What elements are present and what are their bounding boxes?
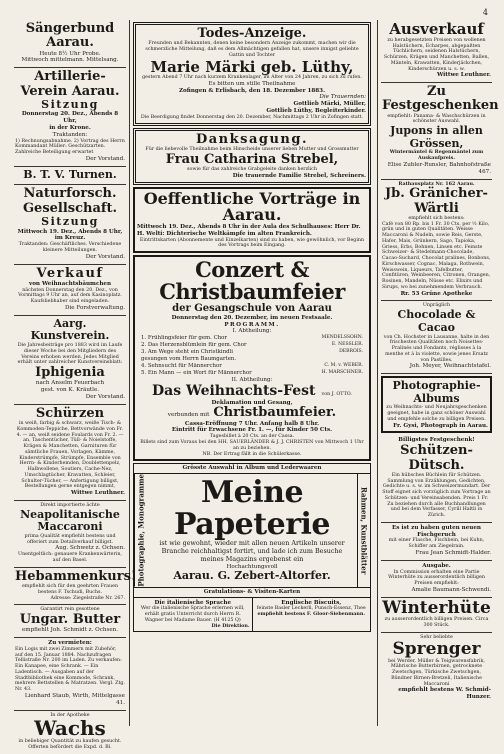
- ad-text: Ein hübsches Büchlein für Schützen. Sammlung von Erzählungen, Gedichten, Gedichte u. s. w. im Schweizermundart. Der Stoff eignet sich vorzüglich zum Vortrage an Schützen- und Vereinsabenden. Preis 1 Fr. Zu beziehen durch alle Buchhandlungen und bei dem Verfasser, Cyrill Haltli in Zürich.: [382, 472, 491, 519]
- ad-title: Chocolade & Cacao: [397, 308, 476, 334]
- ad-text: NB. Der Ertrag fällt in die Schülerkasse.: [202, 451, 302, 457]
- ad-text: Mittwoch mittelmann. Mittelsang.: [21, 57, 119, 64]
- newspaper-page: [14, 8, 499, 751]
- ad-title: Sängerbund Aarau.: [25, 21, 115, 51]
- ad-danksagung: [133, 128, 371, 185]
- ad-place: im Kreuz.: [54, 235, 86, 242]
- ad-text: Heute 8½ Uhr Probe.: [39, 50, 101, 57]
- ad-signature: Die trauernde Familie Strebel, Schreiners.: [232, 172, 366, 179]
- ad-title: Todes-Anzeige.: [197, 26, 307, 41]
- ad-text: Wintermäntel & Regenmäntel zum Auskaufpreis.: [389, 149, 484, 162]
- ad-title: Winterhüte: [382, 597, 491, 618]
- ad-title: Neapolitanische Maccaroni: [20, 507, 120, 534]
- ad-text: empfiehlt sich bestens:: [408, 215, 465, 221]
- ad-text: in weiß, farbig & schwarz, weiße Tisch- & Kommoden-Teppiche, Bettvorwände von Fr. 4. — an, weiß seidene Foulards von Fr. 2. — an, Taschentücher, Tüll- & Noielstoffe, Krägen & Manchetten, Garnituren für sämtliche Frauen, Vorlagen, Kämme, Kinderstrümpfe, Strümpfe, Ensemble von Herrn- & Kinderhemden, Doublettenpelz, Halbwollene, Soutiers, Cache-Nez, Umschlagtücher, Kravatten, Schleier, Schulter-Tücher, — Anfertigung billigst, Bestellungen gerne entgegen nimmt,: [16, 421, 124, 490]
- ad-biscuits: [253, 598, 371, 632]
- ad-title: Die italienische Sprache: [154, 599, 231, 606]
- ad-vortraege: [133, 187, 371, 254]
- ad-signature: Amalie Baumann-Schwendi.: [411, 586, 491, 593]
- ad-text: zu Weihnachts- und Neujahrsgeschenken geeignet, habe in ganz schöner Auswahl und empfehle solche zu billigen Preisen.: [386, 405, 487, 422]
- ad-papeterie: [133, 463, 371, 632]
- ad-subtitle: Unpräglich: [422, 303, 451, 309]
- vertical-label: Rahmen, Kunstblätter: [357, 474, 370, 587]
- program-item: [141, 335, 363, 342]
- ad-signature: Fr. Gysi, Photograph in Aarau.: [393, 422, 488, 429]
- ad-text: Es bitten um stille Theilnahme: [208, 80, 296, 87]
- ad-title: Schützen-Dütsch.: [400, 443, 473, 473]
- ad-date: Mittwoch 19. Dez., Abends 8 Uhr,: [17, 228, 123, 235]
- ad-signature: Rr. 53 Grüne Apotheke: [400, 290, 473, 297]
- ad-text: Mittwoch 19. Dez., Abends 8 Uhr in der Aula des Schulhauses: Herr Dr. H. Welti: Dichterische Weltkämpfe im alten Frankreich.: [137, 224, 361, 237]
- program-part: I. Abtheilung:: [232, 328, 272, 335]
- bottom-ads-row: [133, 598, 371, 633]
- ad-title: Ausgabe.: [422, 562, 451, 569]
- ad-logis: [14, 638, 126, 710]
- baum-row: [137, 406, 367, 420]
- ad-text: Freunden und Bekannten, denen keine besondern Anzeige zukommt, machen wir die schmerzliche Mitteilung, daß es dem Allmächtigen gefallen hat, unsere innigst geliebte Gattin und Tochter: [145, 41, 359, 58]
- ad-subtitle: Sitzung: [41, 97, 99, 111]
- ad-text: Adresse: Ziegelstraße Nr. 267.: [50, 595, 125, 601]
- ad-signature: Elise Zubler-Runsler, Bahnhofstraße 467.: [387, 161, 491, 175]
- ad-btv: [14, 167, 126, 186]
- ad-text: gestern Abend 7 Uhr nach kurzem Krankenlager, im Alter von 24 Jahren, zu sich zu rufen.: [142, 75, 362, 81]
- ad-signature: Der Vorstand.: [85, 155, 125, 162]
- ad-subtitle: Garantirt rein gesottene: [40, 607, 100, 613]
- vertical-label: Photographie, Monogramme: [134, 474, 147, 587]
- middle-column: [133, 20, 371, 726]
- ad-ausgabe: [381, 561, 492, 598]
- ad-text: in beliebiger Quantität zu kaufen gesucht. Offerten befördert die Expd. d. Bl.: [18, 739, 122, 751]
- ad-title: Aarg. Kunstverein.: [30, 316, 110, 343]
- ad-title: Danksagung.: [195, 131, 308, 147]
- ad-text: Billets sind zum Voraus bei den HH. SAUERLÄNDER & J. J. CHRISTEN von Mittwoch 1 Uhr an zu beziehen.: [140, 440, 364, 451]
- deceased-name: Frau Catharina Strebel,: [165, 151, 339, 167]
- program-item-title: 4. Sehnsucht für Männerchor: [141, 363, 222, 370]
- ad-signature: Joh. Meyer, Weihnachtstafel.: [409, 363, 491, 370]
- ad-signature: Aarau. G. Zebert-Altorfer.: [173, 569, 331, 583]
- ad-text: von Ch. Hochster in Lausanne, halte in den frischesten Qualitäten noch Noisettes-Pralinés und Fondants, réglisses à la menthe et à la violette, sowie jenes Ersatz von Pastilles.: [383, 334, 490, 363]
- ad-signature: Wittwe Leuthner.: [436, 72, 491, 79]
- ad-text: Für die liebevolle Theilnahme beim Hinscheide unserer lieben Mutter und Grossmutter: [145, 146, 359, 152]
- ad-signature: empfiehlt bestens F. Gloor-Siebenmann.: [257, 611, 366, 618]
- program-item-composer: C. M. v. WEBER.: [324, 363, 363, 369]
- ad-text: zu herabgesetzten Preisen von wollenen Halstüchern, Echarpes, abgepaßten Tüchlichern, seidenen Halstüchern, Schürzen, Krägen und Manchetten, Ballen, Mänteln, Krawatten, Kinderjäckchen, Kinderschürzen u. s. w.: [383, 37, 490, 72]
- program-item: [141, 342, 363, 349]
- ad-text: Cassa-Eröffnung 7 Uhr. Anfang halb 8 Uhr.: [184, 420, 320, 427]
- program-heading: PROGRAMM.: [224, 321, 280, 328]
- ad-text: Ein Logis mit zwei Zimmern mit Zubehör, auf den 15. Januar 1884. Nachzufragen Tellistraße Nr. 200 im Laden. Zu verkaufen: Ein Kanapee, eine Schrank. — Ein Ladentisch. — Ausgaben auf der Stadtbibliothek eine Kommode, Schrank, mehrere Bettstellen & Matratzen. Vergl. Ztg. Nr. 43.: [15, 646, 125, 693]
- ad-text: sowie für das zahlreiche Grabgeleite danken herzlich: [187, 166, 317, 172]
- ad-text: empfiehlt: Panama- & Waschschürzen in schönster Auswahl.: [387, 113, 486, 125]
- ad-text: nach Anselm Feuerbach: [35, 380, 105, 387]
- left-column: [14, 20, 137, 751]
- ad-text: empfiehlt Joh. Schmidt z. Ochsen.: [21, 627, 119, 634]
- ad-todesanzeige: [133, 22, 371, 126]
- ad-title: Naturforsch. Gesellschaft.: [22, 186, 118, 216]
- ad-signature: Wittwe Leuthner.: [70, 490, 125, 497]
- ad-text: Traktanden:: [52, 131, 88, 138]
- ad-artillerie: [14, 68, 126, 167]
- ad-text: feinste Basler Leckerli, Punsch-Essenz, Thee: [256, 606, 366, 612]
- program-part: II. Abtheilung:: [231, 377, 273, 384]
- program-item: [141, 370, 363, 377]
- ad-text: Traktanden: Geschäftliches. Verschiedene kleinere Mitteilungen.: [18, 242, 122, 254]
- ad-text: prima Qualität empfiehlt bestens und offeriert zum Detailverkauf billigst.: [24, 533, 116, 545]
- ad-subtitle: Rathausplatz Nr. 162 Aarau.: [398, 180, 475, 187]
- ad-sprenger: [381, 633, 492, 704]
- program-item-title: 5. Ein Mann — ein Wort für Männerchor: [141, 370, 252, 377]
- ad-winterhuete: [381, 598, 492, 633]
- ad-text: Café von 80 Rp. bis 1 Fr. 30 Cts. per ½ Kilo, grün und in guten Qualitäten. Weisse Maccaroni & Nudeln, sowie Reis, Gerste, Hafer, Mais, Grünkern, Sago, Tapioka, Griess, Erbs, Bohnen, Linsen etc. Feinste Schweizer- & Stedelmann-Chocolade, Cacao-Suchard, Chocolat pralines, Bonbons, Kirschwasser, Cognac, Malaga, Rothwein, Weisswein, Liqueurs, Tafelbutter, Confitüren, Weinbeeren, Citronen, Orangen, Rosinen, Mandeln, Nüsse etc. Elixirs und Sirups, wo bei zunehmendem Verbrauch.: [382, 221, 491, 290]
- ad-text: Eintritt für Erwachsene Fr. 1. —, für Kinder 50 Cts.: [171, 427, 333, 434]
- ad-text: ist wie gewohnt, wieder mit allen neuen Artikeln unserer Branche reichhaltigst fortirt, und lade ich zum Besuche meines Magazins ergebenst ein: [159, 539, 345, 563]
- right-column: [377, 20, 499, 726]
- ad-text: nächsten Donnerstag den 20. Dez., von Vormittags 9 Uhr an, auf dem Kasinoplatz. Kaufsliebhaber sind eingeladen.: [18, 287, 122, 305]
- ad-schuetzen: [381, 435, 492, 522]
- ad-butter: [14, 605, 126, 638]
- ad-title: Es ist zu haben guten neuen Fischgeruch: [392, 524, 481, 538]
- ad-title: Englische Biscuits,: [281, 599, 342, 606]
- ad-naturforsch: [14, 185, 126, 264]
- ad-banner: Gratulations- & Visiten-Karten: [133, 588, 371, 598]
- papeterie-center: [147, 474, 357, 587]
- ad-title: Oeffentliche Vorträge in Aarau.: [143, 188, 361, 225]
- ad-signature: empfiehlt bestens W. Schmid-Hunzer.: [398, 687, 491, 701]
- program-item-title: gesungen vom Herrn Baumgarten.: [141, 356, 237, 363]
- ad-title: Meine Papeterie: [174, 475, 330, 542]
- program-list: [137, 335, 367, 377]
- page-number: 4: [482, 8, 488, 17]
- ad-text: Tagesbillet à 20 Cts. an der Cassa.: [209, 434, 295, 440]
- ad-konzert: [133, 255, 371, 461]
- ad-title: Zu vermieten:: [48, 640, 92, 647]
- fest-title: Das Weihnachts-Fest: [152, 383, 316, 400]
- ad-hebamme: [14, 568, 137, 606]
- mourner-name: Gottlieb Lüthy, Begleiterkinder.: [266, 108, 366, 115]
- ad-wachs: [14, 711, 126, 754]
- baum-title: Christbaumfeier.: [213, 405, 337, 421]
- ad-title: Artillerie-Verein Aarau.: [20, 69, 120, 99]
- ad-text: Hochachtungsvoll: [226, 563, 278, 570]
- ad-subtitle: Sehr beliebte: [420, 634, 453, 640]
- ad-title: Verkauf: [36, 265, 104, 281]
- ad-text: In Commission erhalten eine Partie Winterhüte zu ausserordentlich billigen Preisen empfiehlt:: [388, 569, 485, 587]
- ad-subtitle: Jupons in allen Grössen,: [390, 124, 483, 150]
- ad-title: Jb. Gränicher-Wärtli: [385, 186, 488, 216]
- ad-text: Die Trauernden:: [319, 94, 366, 101]
- ad-ausverkauf: [381, 20, 492, 83]
- ad-signature: Der Vorstand.: [85, 393, 125, 400]
- program-item-composer: DEBROIS.: [339, 349, 363, 355]
- ad-subtitle: In der Apotheke: [50, 712, 90, 718]
- ad-text: verbunden mit: [167, 412, 210, 419]
- ad-title: Schürzen: [35, 405, 105, 421]
- ad-signature: Frau Jean Schmidt-Halder.: [415, 549, 491, 556]
- ad-festgeschenke: [381, 83, 499, 180]
- ad-text: Eintrittskarten (Abonnemente und Einzelkarten) sind zu haben, wie gewöhnlich, vor Beginn des Vortrags beim Eingang.: [139, 237, 365, 249]
- ad-title: Conzert & Christbaumfeier: [159, 257, 345, 305]
- ad-signature: Der Vorstand.: [85, 253, 125, 260]
- ad-subtitle: Sitzung: [41, 215, 99, 228]
- ad-title: Ausverkauf: [389, 20, 484, 38]
- ad-title: Hebammenkurs!: [15, 568, 137, 584]
- ad-signature: Die Forstverwaltung.: [65, 304, 125, 311]
- ad-text: Deklamation und Gesang,: [211, 399, 293, 406]
- ad-title: B. T. V. Turnen.: [23, 167, 117, 181]
- mourner-name: Gottlieb Märki, Müller,: [293, 101, 366, 108]
- ad-neapel: [14, 501, 126, 568]
- fest-row: [137, 384, 367, 399]
- ad-saengerbund: [14, 20, 126, 68]
- ad-date: Donnerstag 20. Dez., Abends 8 Uhr,: [21, 111, 119, 125]
- deceased-name: Marie Märki geb. Lüthy,: [150, 57, 354, 76]
- ad-schuerzen: [14, 405, 126, 501]
- program-item: [141, 349, 363, 356]
- ad-subtitle: der Gesangschule von Aarau: [172, 303, 332, 315]
- program-item-composer: MENDELSSOHN.: [321, 335, 363, 341]
- ad-italien: [134, 598, 253, 632]
- program-item-title: 2. Das Herzensblümlein für gem. Chor: [141, 342, 247, 349]
- papeterie-box: [133, 473, 371, 588]
- program-item-composer: E. NESSLER.: [331, 342, 363, 348]
- ad-title: Wachs: [34, 716, 106, 741]
- ad-title: Zu Festgeschenken: [382, 84, 499, 114]
- ad-verkauf: [14, 265, 126, 316]
- ad-text: Wer die italienische Sprache erlernen will, erhält gratis Unterricht durch Herrn R. Wagner bei Madame Bauer. (H 4125 Q): [140, 606, 245, 623]
- ad-kunstverein: [14, 316, 126, 405]
- ad-signature: Lienhard Staub, Wirth, Mittelgasse 41.: [24, 692, 125, 706]
- ad-title: Ungar. Butter: [19, 612, 121, 628]
- ad-signature: Aug. Schwetz z. Ochsen.: [55, 545, 125, 552]
- ad-text: Unentgeltlich: genauere Krankenwärterin, auf den Basel.: [18, 552, 122, 563]
- ad-text: bei Werder, Müller & Teigwarensfabrik, Mährische Butterbirnen, getrocknete Zwetschgen, Türkische Zwetschgen, Bündner Birnen-Bretzeli, Italienische Maccaroni: [388, 658, 485, 687]
- ad-graenicher: [381, 180, 492, 302]
- ad-text: empfiehlt sich für den geehrten Frauen bestens F. Tschudi, Buchs.: [21, 584, 119, 595]
- ad-text: Die Jahresbeiträge pro 1883 wird im Laufe dieser Woche bei den Mitgliedern des Vereins erhoben werden. Jedes Mitglied erhält unter zahlreicher Kunstvereinsblatt:: [17, 343, 123, 366]
- ad-signature: Die Direktion.: [211, 622, 250, 629]
- ad-chocolat: [381, 301, 492, 374]
- ad-text: gest. von K. Kräutle.: [40, 387, 100, 394]
- ad-subtitle: von Weihnachtsbäumchen: [28, 280, 112, 287]
- ad-fisch: [381, 523, 492, 561]
- program-item-composer: H. MARSCHNER.: [321, 370, 363, 376]
- artwork-title: Iphigenia: [35, 365, 105, 381]
- ad-photo-albums: [381, 376, 492, 433]
- ad-subtitle: Direkt importierte ächte: [40, 502, 100, 508]
- ad-subtitle: Billigstes Festgeschenk!: [398, 437, 475, 444]
- fest-author: von J. OTTO.: [321, 392, 352, 398]
- ad-place: in der Krone.: [49, 125, 91, 132]
- ad-banner: Grösste Auswahl in Album und Lederwaaren: [133, 463, 371, 473]
- ad-text: 1) Rechnungsabnahme. 2) Vortrag des Herrn Kommandant Müller: Geschützarten. Zahlreiche Beteiligung erwartet: [15, 138, 125, 156]
- ad-text: mit einer Flasche, Fischbein, bei Kuhn, Schiffer am Ziegelrain.: [388, 538, 485, 550]
- ad-title: Sprenger: [392, 638, 481, 659]
- program-item-title: 1. Frühlingsfeier für gem. Chor: [141, 335, 228, 342]
- ad-title: Photographie-Albums: [392, 379, 481, 405]
- ad-date: Donnerstag den 20. Dezember, im neuen Festsaale.: [171, 314, 333, 321]
- ad-text: Zofingen & Erlisbach, den 18. Dezember 1883.: [178, 87, 326, 94]
- program-item-title: 3. Am Wege steht ein Christkindli: [141, 349, 233, 356]
- ad-text: Die Beerdigung findet Donnerstag den 20. Dezember, Nachmittags 2 Uhr in Zofingen statt.: [140, 114, 364, 120]
- ad-text: zu ausserordentlich billigen Preisen. Circa 300 Stück.: [384, 617, 489, 629]
